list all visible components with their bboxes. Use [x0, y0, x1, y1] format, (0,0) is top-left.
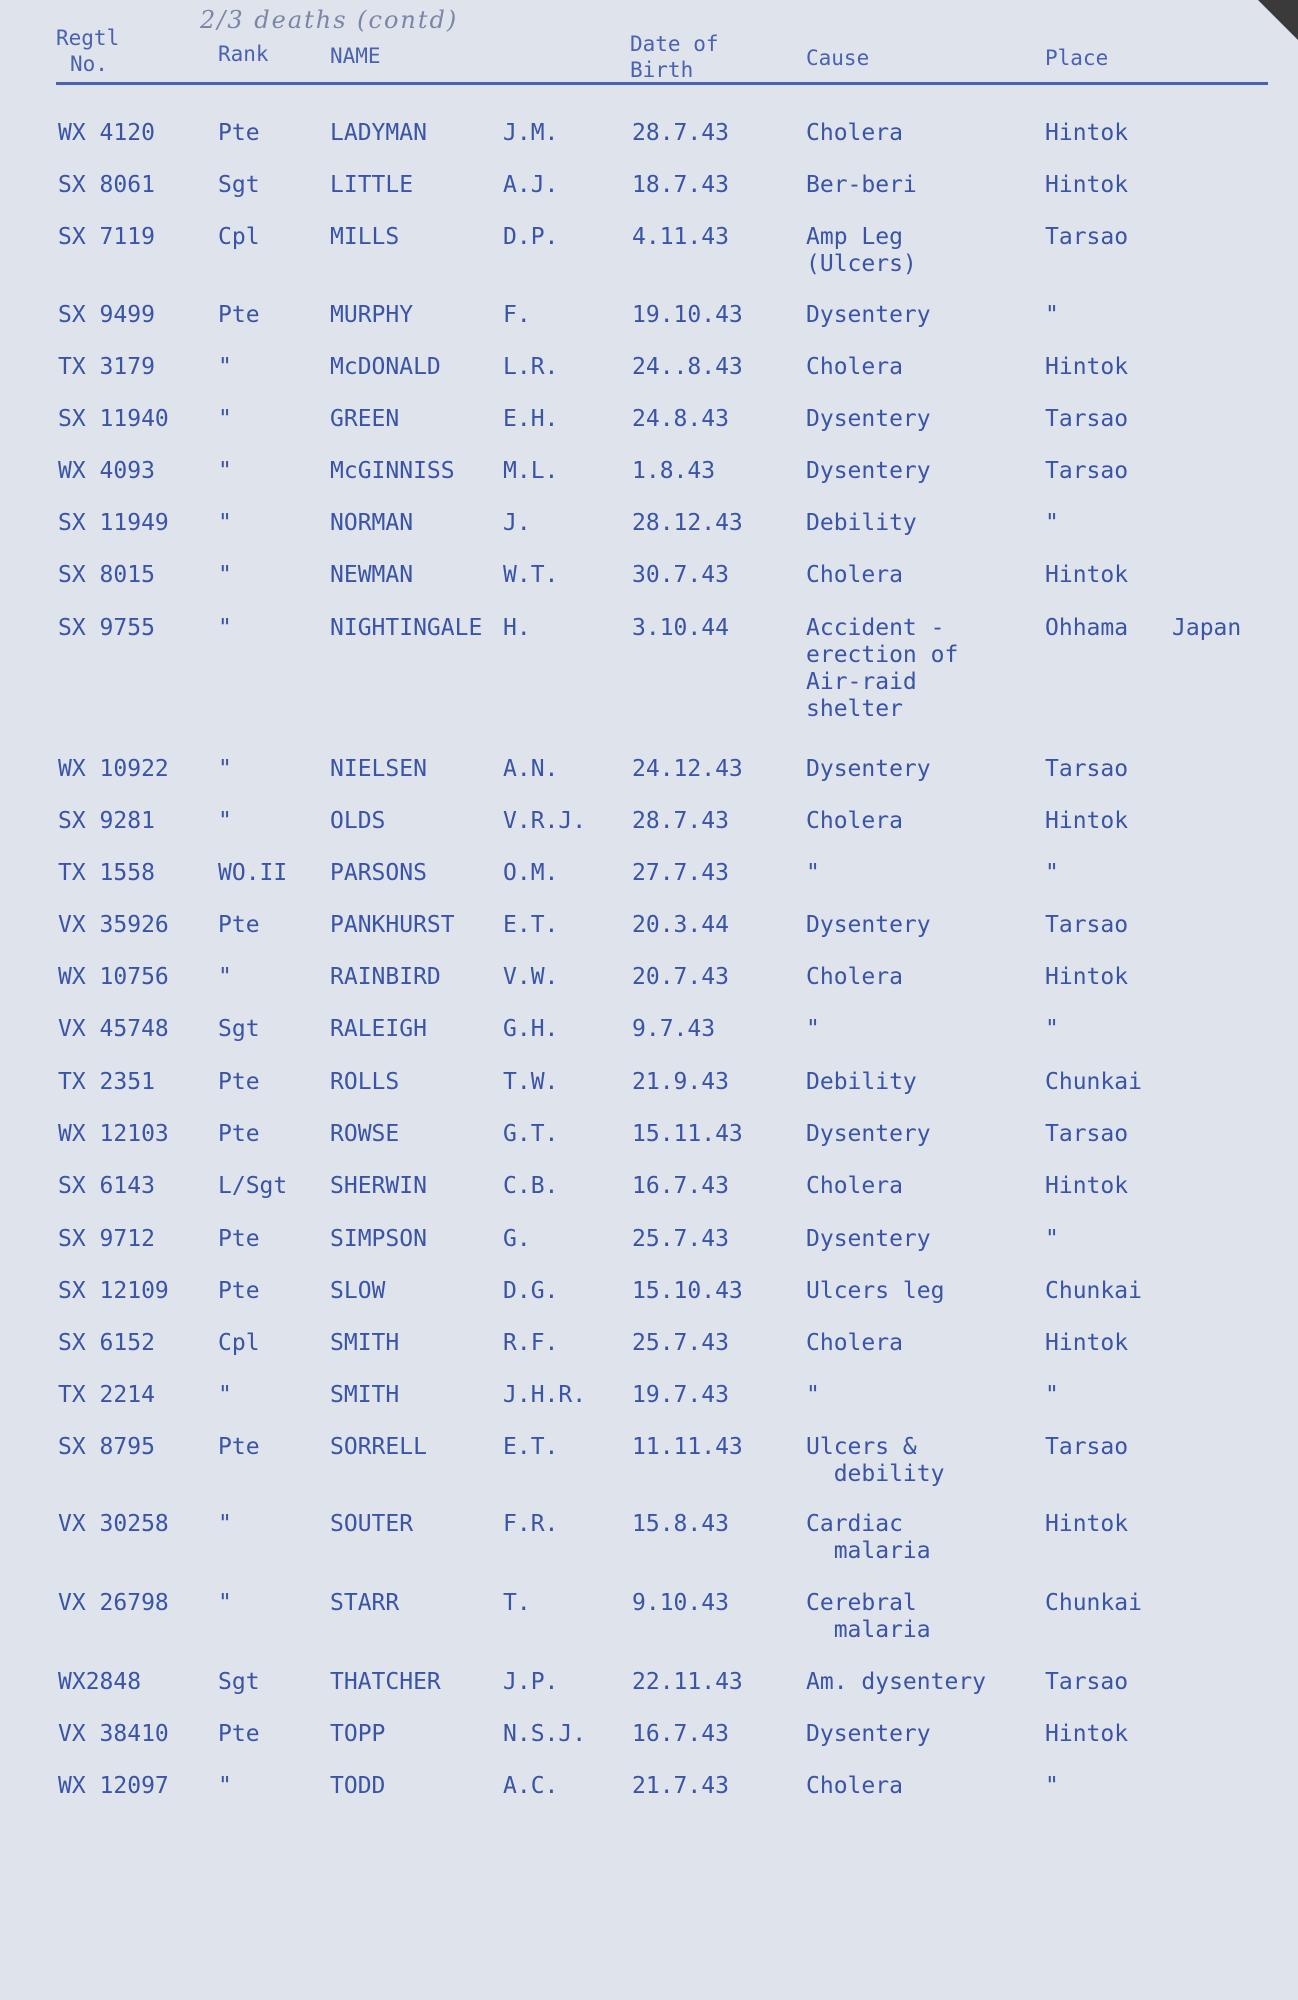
surname-cell: PANKHURST: [330, 912, 455, 938]
initials-cell: G.T.: [503, 1121, 559, 1147]
place-cell: Hintok: [1045, 1721, 1129, 1747]
surname-cell: PARSONS: [330, 860, 427, 886]
place-cell: ": [1045, 302, 1059, 328]
date-cell: 20.7.43: [632, 964, 729, 990]
surname-cell: MILLS: [330, 224, 400, 250]
place-cell: ": [1045, 510, 1059, 536]
initials-cell: T.W.: [503, 1069, 559, 1095]
regtl-no-cell: TX 3179: [58, 354, 155, 380]
rank-cell: WO.II: [218, 860, 288, 886]
header-place: Place: [1045, 46, 1109, 70]
cause-cell: Dysentery: [806, 458, 931, 484]
regtl-no-cell: SX 6152: [58, 1330, 155, 1356]
header-no: No.: [70, 52, 108, 76]
rank-cell: Cpl: [218, 224, 260, 250]
regtl-no-cell: SX 9755: [58, 615, 155, 641]
regtl-no-cell: SX 9281: [58, 808, 155, 834]
place-cell: Tarsao: [1045, 406, 1129, 432]
header-date-of: Date of: [630, 32, 719, 56]
handwritten-annotation: 2/3 deaths (contd): [200, 6, 459, 34]
place-cell: ": [1045, 1382, 1059, 1408]
initials-cell: E.T.: [503, 1434, 559, 1460]
surname-cell: SORRELL: [330, 1434, 427, 1460]
regtl-no-cell: WX 10922: [58, 756, 169, 782]
date-cell: 15.11.43: [632, 1121, 743, 1147]
initials-cell: E.T.: [503, 912, 559, 938]
rank-cell: ": [218, 615, 232, 641]
regtl-no-cell: SX 6143: [58, 1173, 155, 1199]
regtl-no-cell: SX 12109: [58, 1278, 169, 1304]
place-cell: Tarsao: [1045, 458, 1129, 484]
place-cell: Hintok: [1045, 964, 1129, 990]
place-cell: Hintok: [1045, 808, 1129, 834]
place-cell: Chunkai: [1045, 1278, 1142, 1304]
initials-cell: F.R.: [503, 1511, 559, 1537]
rank-cell: L/Sgt: [218, 1173, 288, 1199]
regtl-no-cell: VX 26798: [58, 1590, 169, 1616]
rank-cell: Pte: [218, 1069, 260, 1095]
initials-cell: A.N.: [503, 756, 559, 782]
initials-cell: G.: [503, 1226, 531, 1252]
place-cell: Hintok: [1045, 120, 1129, 146]
surname-cell: SMITH: [330, 1382, 400, 1408]
place-cell: Ohhama: [1045, 615, 1129, 641]
place-cell: Hintok: [1045, 1511, 1129, 1537]
date-cell: 9.10.43: [632, 1590, 729, 1616]
place-cell: Hintok: [1045, 172, 1129, 198]
surname-cell: SMITH: [330, 1330, 400, 1356]
rank-cell: ": [218, 964, 232, 990]
date-cell: 16.7.43: [632, 1173, 729, 1199]
date-cell: 21.7.43: [632, 1773, 729, 1799]
initials-cell: L.R.: [503, 354, 559, 380]
date-cell: 16.7.43: [632, 1721, 729, 1747]
initials-cell: D.P.: [503, 224, 559, 250]
initials-cell: D.G.: [503, 1278, 559, 1304]
date-cell: 1.8.43: [632, 458, 716, 484]
regtl-no-cell: SX 11949: [58, 510, 169, 536]
date-cell: 19.10.43: [632, 302, 743, 328]
cause-cell: Cholera: [806, 1773, 903, 1799]
initials-cell: O.M.: [503, 860, 559, 886]
date-cell: 28.7.43: [632, 808, 729, 834]
regtl-no-cell: SX 8061: [58, 172, 155, 198]
date-cell: 9.7.43: [632, 1016, 716, 1042]
date-cell: 20.3.44: [632, 912, 729, 938]
date-cell: 22.11.43: [632, 1669, 743, 1695]
rank-cell: Pte: [218, 1721, 260, 1747]
rank-cell: ": [218, 1590, 232, 1616]
surname-cell: TODD: [330, 1773, 386, 1799]
surname-cell: LADYMAN: [330, 120, 427, 146]
header-cause: Cause: [806, 46, 870, 70]
cause-cell: Ulcers & debility: [806, 1434, 945, 1487]
cause-cell: Ulcers leg: [806, 1278, 945, 1304]
rank-cell: ": [218, 406, 232, 432]
place-cell: ": [1045, 1773, 1059, 1799]
surname-cell: NORMAN: [330, 510, 414, 536]
initials-cell: A.C.: [503, 1773, 559, 1799]
surname-cell: THATCHER: [330, 1669, 441, 1695]
date-cell: 19.7.43: [632, 1382, 729, 1408]
place-cell: Chunkai: [1045, 1069, 1142, 1095]
cause-cell: Cholera: [806, 120, 903, 146]
place-cell: Chunkai: [1045, 1590, 1142, 1616]
date-cell: 28.7.43: [632, 120, 729, 146]
cause-cell: Cholera: [806, 964, 903, 990]
regtl-no-cell: TX 2214: [58, 1382, 155, 1408]
surname-cell: MURPHY: [330, 302, 414, 328]
date-cell: 27.7.43: [632, 860, 729, 886]
rank-cell: ": [218, 562, 232, 588]
cause-cell: Amp Leg (Ulcers): [806, 224, 917, 277]
surname-cell: TOPP: [330, 1721, 386, 1747]
surname-cell: STARR: [330, 1590, 400, 1616]
date-cell: 4.11.43: [632, 224, 729, 250]
initials-cell: R.F.: [503, 1330, 559, 1356]
rank-cell: ": [218, 1511, 232, 1537]
header-rank: Rank: [218, 42, 269, 66]
initials-cell: W.T.: [503, 562, 559, 588]
surname-cell: McDONALD: [330, 354, 441, 380]
cause-cell: Dysentery: [806, 1121, 931, 1147]
cause-cell: Dysentery: [806, 1226, 931, 1252]
cause-cell: Dysentery: [806, 302, 931, 328]
cause-cell: ": [806, 1382, 820, 1408]
cause-cell: Cholera: [806, 1173, 903, 1199]
initials-cell: E.H.: [503, 406, 559, 432]
surname-cell: RALEIGH: [330, 1016, 427, 1042]
cause-cell: Debility: [806, 510, 917, 536]
rank-cell: ": [218, 1773, 232, 1799]
initials-cell: F.: [503, 302, 531, 328]
date-cell: 25.7.43: [632, 1226, 729, 1252]
place-cell: ": [1045, 860, 1059, 886]
cause-cell: Cerebral malaria: [806, 1590, 931, 1643]
regtl-no-cell: WX2848: [58, 1669, 142, 1695]
header-rule: [56, 82, 1268, 85]
regtl-no-cell: WX 4093: [58, 458, 155, 484]
place-cell: Hintok: [1045, 354, 1129, 380]
header-birth: Birth: [630, 58, 694, 82]
initials-cell: J.: [503, 510, 531, 536]
rank-cell: ": [218, 458, 232, 484]
cause-cell: ": [806, 860, 820, 886]
initials-cell: J.P.: [503, 1669, 559, 1695]
rank-cell: Pte: [218, 120, 260, 146]
rank-cell: ": [218, 756, 232, 782]
regtl-no-cell: SX 8795: [58, 1434, 155, 1460]
rank-cell: Pte: [218, 302, 260, 328]
initials-cell: H.: [503, 615, 531, 641]
cause-cell: Accident - erection of Air-raid shelter: [806, 615, 959, 722]
date-cell: 15.8.43: [632, 1511, 729, 1537]
surname-cell: ROWSE: [330, 1121, 400, 1147]
cause-cell: Dysentery: [806, 406, 931, 432]
rank-cell: ": [218, 808, 232, 834]
rank-cell: Pte: [218, 1278, 260, 1304]
rank-cell: Pte: [218, 912, 260, 938]
regtl-no-cell: VX 45748: [58, 1016, 169, 1042]
rank-cell: Sgt: [218, 1669, 260, 1695]
regtl-no-cell: VX 35926: [58, 912, 169, 938]
place-cell: Tarsao: [1045, 1434, 1129, 1460]
place-cell: Tarsao: [1045, 756, 1129, 782]
rank-cell: Sgt: [218, 172, 260, 198]
cause-cell: Debility: [806, 1069, 917, 1095]
regtl-no-cell: SX 9712: [58, 1226, 155, 1252]
surname-cell: OLDS: [330, 808, 386, 834]
date-cell: 3.10.44: [632, 615, 729, 641]
cause-cell: Dysentery: [806, 1721, 931, 1747]
initials-cell: J.M.: [503, 120, 559, 146]
surname-cell: McGINNISS: [330, 458, 455, 484]
initials-cell: C.B.: [503, 1173, 559, 1199]
place-cell: Hintok: [1045, 562, 1129, 588]
regtl-no-cell: TX 1558: [58, 860, 155, 886]
date-cell: 24.8.43: [632, 406, 729, 432]
surname-cell: NIELSEN: [330, 756, 427, 782]
place-cell: ": [1045, 1016, 1059, 1042]
regtl-no-cell: SX 11940: [58, 406, 169, 432]
regtl-no-cell: VX 38410: [58, 1721, 169, 1747]
cause-cell: Cholera: [806, 808, 903, 834]
date-cell: 28.12.43: [632, 510, 743, 536]
regtl-no-cell: WX 10756: [58, 964, 169, 990]
place-cell: Tarsao: [1045, 1669, 1129, 1695]
initials-cell: V.W.: [503, 964, 559, 990]
place-cell: Hintok: [1045, 1173, 1129, 1199]
cause-cell: Ber-beri: [806, 172, 917, 198]
place-cell: Tarsao: [1045, 912, 1129, 938]
rank-cell: ": [218, 510, 232, 536]
initials-cell: G.H.: [503, 1016, 559, 1042]
surname-cell: SHERWIN: [330, 1173, 427, 1199]
regtl-no-cell: WX 4120: [58, 120, 155, 146]
surname-cell: SIMPSON: [330, 1226, 427, 1252]
cause-cell: ": [806, 1016, 820, 1042]
regtl-no-cell: TX 2351: [58, 1069, 155, 1095]
date-cell: 25.7.43: [632, 1330, 729, 1356]
surname-cell: LITTLE: [330, 172, 414, 198]
date-cell: 18.7.43: [632, 172, 729, 198]
initials-cell: M.L.: [503, 458, 559, 484]
place-cell: Tarsao: [1045, 224, 1129, 250]
regtl-no-cell: SX 7119: [58, 224, 155, 250]
date-cell: 24.12.43: [632, 756, 743, 782]
place-cell: Tarsao: [1045, 1121, 1129, 1147]
date-cell: 21.9.43: [632, 1069, 729, 1095]
regtl-no-cell: WX 12103: [58, 1121, 169, 1147]
place-cell: Hintok: [1045, 1330, 1129, 1356]
initials-cell: T.: [503, 1590, 531, 1616]
surname-cell: SOUTER: [330, 1511, 414, 1537]
place-country-cell: Japan: [1172, 615, 1242, 641]
surname-cell: RAINBIRD: [330, 964, 441, 990]
regtl-no-cell: VX 30258: [58, 1511, 169, 1537]
surname-cell: NIGHTINGALE: [330, 615, 483, 641]
cause-cell: Cholera: [806, 1330, 903, 1356]
rank-cell: Pte: [218, 1121, 260, 1147]
cause-cell: Cardiac malaria: [806, 1511, 931, 1564]
rank-cell: Pte: [218, 1434, 260, 1460]
page-corner: [1258, 0, 1298, 40]
date-cell: 11.11.43: [632, 1434, 743, 1460]
cause-cell: Cholera: [806, 562, 903, 588]
rank-cell: Cpl: [218, 1330, 260, 1356]
cause-cell: Am. dysentery: [806, 1669, 987, 1695]
date-cell: 24..8.43: [632, 354, 743, 380]
initials-cell: A.J.: [503, 172, 559, 198]
initials-cell: J.H.R.: [503, 1382, 587, 1408]
rank-cell: Pte: [218, 1226, 260, 1252]
regtl-no-cell: SX 8015: [58, 562, 155, 588]
regtl-no-cell: SX 9499: [58, 302, 155, 328]
regtl-no-cell: WX 12097: [58, 1773, 169, 1799]
date-cell: 15.10.43: [632, 1278, 743, 1304]
place-cell: ": [1045, 1226, 1059, 1252]
header-regtl: Regtl: [56, 26, 120, 50]
date-cell: 30.7.43: [632, 562, 729, 588]
cause-cell: Dysentery: [806, 912, 931, 938]
surname-cell: ROLLS: [330, 1069, 400, 1095]
initials-cell: N.S.J.: [503, 1721, 587, 1747]
header-name: NAME: [330, 44, 381, 68]
surname-cell: NEWMAN: [330, 562, 414, 588]
rank-cell: ": [218, 354, 232, 380]
surname-cell: GREEN: [330, 406, 400, 432]
rank-cell: ": [218, 1382, 232, 1408]
rank-cell: Sgt: [218, 1016, 260, 1042]
initials-cell: V.R.J.: [503, 808, 587, 834]
surname-cell: SLOW: [330, 1278, 386, 1304]
cause-cell: Cholera: [806, 354, 903, 380]
cause-cell: Dysentery: [806, 756, 931, 782]
